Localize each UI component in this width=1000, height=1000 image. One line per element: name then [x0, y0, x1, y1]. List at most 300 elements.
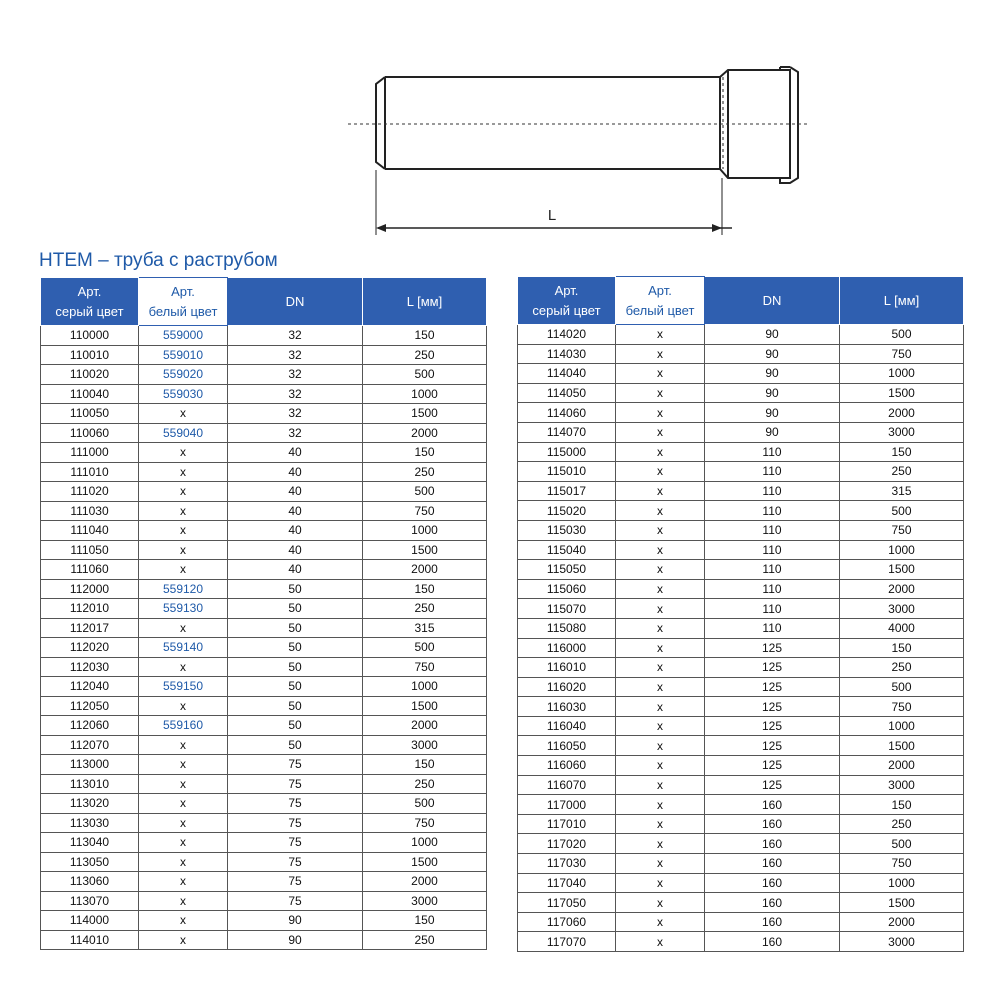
cell-length: 1000	[840, 540, 964, 560]
cell-art-grey: 115030	[518, 520, 616, 540]
header-art-white: Арт. белый цвет	[616, 277, 705, 325]
header-art-grey: Арт. серый цвет	[518, 277, 616, 325]
cell-dn: 40	[228, 501, 363, 521]
table-row	[41, 326, 487, 346]
cell-length: 2000	[840, 403, 964, 423]
table-row	[41, 384, 487, 404]
cell-art-grey: 114060	[518, 403, 616, 423]
cell-art-grey: 110020	[41, 365, 139, 385]
cell-art-white: x	[616, 403, 705, 423]
cell-dn: 90	[705, 422, 840, 442]
cell-length: 315	[840, 481, 964, 501]
pipe-drawing	[340, 60, 820, 245]
table-row	[518, 579, 964, 599]
table-row	[518, 383, 964, 403]
cell-art-white: x	[616, 344, 705, 364]
cell-dn: 110	[705, 501, 840, 521]
cell-length: 250	[363, 930, 487, 950]
cell-art-grey: 114000	[41, 911, 139, 931]
table-row	[41, 774, 487, 794]
table-row	[41, 735, 487, 755]
cell-art-white: x	[616, 893, 705, 913]
table-row	[518, 716, 964, 736]
cell-dn: 75	[228, 813, 363, 833]
cell-art-grey: 112000	[41, 579, 139, 599]
cell-art-grey: 114040	[518, 364, 616, 384]
cell-length: 315	[363, 618, 487, 638]
cell-art-grey: 112020	[41, 638, 139, 658]
cell-length: 1500	[363, 540, 487, 560]
cell-dn: 160	[705, 854, 840, 874]
cell-length: 1500	[363, 852, 487, 872]
cell-dn: 160	[705, 834, 840, 854]
table-row	[518, 795, 964, 815]
table-row	[41, 677, 487, 697]
cell-length: 1000	[840, 716, 964, 736]
cell-length: 150	[840, 442, 964, 462]
cell-art-white: x	[616, 364, 705, 384]
table-row	[41, 755, 487, 775]
header-art-white: Арт. белый цвет	[139, 278, 228, 326]
table-row	[518, 756, 964, 776]
cell-length: 1000	[363, 677, 487, 697]
cell-length: 1000	[363, 384, 487, 404]
table-row	[518, 442, 964, 462]
table-row	[41, 696, 487, 716]
table-row	[41, 560, 487, 580]
table-row	[41, 716, 487, 736]
cell-length: 3000	[840, 932, 964, 952]
cell-art-white: 559030	[139, 384, 228, 404]
cell-art-grey: 111040	[41, 521, 139, 541]
table-row	[518, 893, 964, 913]
table-row	[518, 618, 964, 638]
cell-art-grey: 114030	[518, 344, 616, 364]
cell-length: 2000	[840, 579, 964, 599]
cell-length: 1000	[840, 873, 964, 893]
cell-dn: 125	[705, 716, 840, 736]
cell-art-white: 559160	[139, 716, 228, 736]
cell-length: 150	[363, 755, 487, 775]
cell-art-grey: 116070	[518, 775, 616, 795]
cell-dn: 90	[705, 325, 840, 345]
cell-dn: 40	[228, 482, 363, 502]
cell-dn: 110	[705, 599, 840, 619]
table-header-row	[41, 278, 487, 326]
table-row	[41, 813, 487, 833]
cell-art-white: x	[616, 775, 705, 795]
cell-length: 750	[363, 657, 487, 677]
table-row	[518, 599, 964, 619]
cell-art-white: x	[616, 814, 705, 834]
cell-length: 500	[840, 834, 964, 854]
table-row	[41, 579, 487, 599]
table-row	[518, 403, 964, 423]
cell-length: 1500	[840, 736, 964, 756]
cell-art-grey: 113050	[41, 852, 139, 872]
table-row	[518, 854, 964, 874]
cell-art-grey: 112040	[41, 677, 139, 697]
cell-art-white: x	[139, 852, 228, 872]
cell-length: 150	[363, 911, 487, 931]
cell-length: 250	[840, 658, 964, 678]
cell-art-white: 559020	[139, 365, 228, 385]
cell-dn: 160	[705, 932, 840, 952]
cell-dn: 110	[705, 540, 840, 560]
cell-art-white: x	[139, 813, 228, 833]
cell-art-white: x	[616, 599, 705, 619]
table-row	[518, 501, 964, 521]
table-row	[41, 443, 487, 463]
cell-art-white: x	[139, 501, 228, 521]
table-row	[518, 775, 964, 795]
cell-art-grey: 116000	[518, 638, 616, 658]
cell-length: 2000	[840, 912, 964, 932]
cell-dn: 50	[228, 657, 363, 677]
cell-dn: 50	[228, 638, 363, 658]
table-row	[518, 677, 964, 697]
cell-length: 1500	[840, 383, 964, 403]
cell-length: 750	[840, 520, 964, 540]
cell-art-white: x	[139, 794, 228, 814]
cell-dn: 125	[705, 638, 840, 658]
table-row	[41, 404, 487, 424]
table-row	[518, 325, 964, 345]
cell-dn: 110	[705, 462, 840, 482]
cell-art-grey: 117030	[518, 854, 616, 874]
cell-dn: 110	[705, 579, 840, 599]
cell-dn: 75	[228, 794, 363, 814]
table-row	[41, 872, 487, 892]
cell-dn: 50	[228, 696, 363, 716]
cell-art-grey: 115040	[518, 540, 616, 560]
table-row	[41, 657, 487, 677]
cell-art-white: x	[616, 520, 705, 540]
cell-art-grey: 111020	[41, 482, 139, 502]
cell-length: 250	[363, 774, 487, 794]
cell-dn: 32	[228, 404, 363, 424]
table-row	[518, 540, 964, 560]
cell-dn: 50	[228, 716, 363, 736]
table-row	[518, 481, 964, 501]
table-row	[518, 736, 964, 756]
cell-art-white: x	[616, 873, 705, 893]
cell-length: 250	[363, 599, 487, 619]
cell-art-grey: 115050	[518, 560, 616, 580]
table-row	[41, 794, 487, 814]
cell-dn: 32	[228, 345, 363, 365]
cell-length: 500	[363, 365, 487, 385]
table-row	[41, 618, 487, 638]
cell-art-white: x	[139, 930, 228, 950]
cell-art-white: x	[139, 404, 228, 424]
cell-art-white: x	[139, 774, 228, 794]
cell-art-grey: 117000	[518, 795, 616, 815]
cell-length: 750	[840, 344, 964, 364]
cell-art-grey: 112060	[41, 716, 139, 736]
table-row	[518, 697, 964, 717]
table-row	[41, 852, 487, 872]
cell-art-grey: 115080	[518, 618, 616, 638]
cell-length: 500	[363, 638, 487, 658]
table-header-row	[518, 277, 964, 325]
cell-art-white: x	[616, 442, 705, 462]
cell-art-white: 559150	[139, 677, 228, 697]
header-dn: DN	[705, 277, 840, 325]
cell-art-grey: 116010	[518, 658, 616, 678]
cell-art-grey: 116030	[518, 697, 616, 717]
cell-art-white: x	[616, 422, 705, 442]
cell-art-white: x	[139, 735, 228, 755]
cell-art-grey: 112050	[41, 696, 139, 716]
cell-art-grey: 111060	[41, 560, 139, 580]
cell-dn: 90	[705, 344, 840, 364]
table-row	[518, 560, 964, 580]
cell-art-white: x	[139, 911, 228, 931]
cell-dn: 40	[228, 560, 363, 580]
table-row	[518, 462, 964, 482]
cell-length: 3000	[363, 735, 487, 755]
cell-length: 250	[363, 462, 487, 482]
table-row	[518, 422, 964, 442]
cell-dn: 110	[705, 481, 840, 501]
cell-art-white: x	[616, 834, 705, 854]
cell-length: 500	[840, 501, 964, 521]
cell-length: 3000	[840, 422, 964, 442]
cell-art-grey: 115020	[518, 501, 616, 521]
cell-length: 3000	[840, 599, 964, 619]
cell-dn: 160	[705, 873, 840, 893]
cell-dn: 75	[228, 755, 363, 775]
cell-art-white: x	[616, 618, 705, 638]
cell-art-grey: 115010	[518, 462, 616, 482]
cell-art-white: x	[139, 833, 228, 853]
cell-dn: 160	[705, 893, 840, 913]
cell-length: 750	[363, 501, 487, 521]
table-row	[41, 833, 487, 853]
cell-art-grey: 110000	[41, 326, 139, 346]
cell-dn: 90	[705, 383, 840, 403]
cell-art-white: x	[616, 462, 705, 482]
cell-art-grey: 113030	[41, 813, 139, 833]
cell-art-grey: 115070	[518, 599, 616, 619]
cell-art-white: x	[616, 716, 705, 736]
cell-art-white: x	[616, 736, 705, 756]
cell-dn: 75	[228, 872, 363, 892]
cell-dn: 125	[705, 775, 840, 795]
cell-dn: 32	[228, 326, 363, 346]
cell-art-white: x	[139, 891, 228, 911]
cell-art-white: x	[139, 657, 228, 677]
cell-art-grey: 111030	[41, 501, 139, 521]
table-row	[41, 345, 487, 365]
cell-art-grey: 117050	[518, 893, 616, 913]
cell-art-grey: 110050	[41, 404, 139, 424]
table-row	[41, 462, 487, 482]
header-art-grey: Арт. серый цвет	[41, 278, 139, 326]
cell-art-grey: 111000	[41, 443, 139, 463]
table-row	[518, 834, 964, 854]
cell-length: 1500	[840, 893, 964, 913]
cell-art-white: 559120	[139, 579, 228, 599]
cell-art-white: x	[616, 325, 705, 345]
cell-art-white: 559040	[139, 423, 228, 443]
cell-length: 1500	[840, 560, 964, 580]
cell-dn: 40	[228, 521, 363, 541]
cell-art-white: 559000	[139, 326, 228, 346]
cell-dn: 75	[228, 852, 363, 872]
cell-art-grey: 117070	[518, 932, 616, 952]
cell-art-grey: 114020	[518, 325, 616, 345]
cell-dn: 110	[705, 520, 840, 540]
cell-length: 750	[363, 813, 487, 833]
cell-art-grey: 117010	[518, 814, 616, 834]
cell-art-white: x	[616, 383, 705, 403]
cell-art-grey: 116050	[518, 736, 616, 756]
cell-art-white: x	[616, 579, 705, 599]
cell-art-grey: 111010	[41, 462, 139, 482]
cell-art-white: 559140	[139, 638, 228, 658]
cell-art-grey: 113070	[41, 891, 139, 911]
cell-art-white: x	[139, 540, 228, 560]
cell-length: 150	[363, 326, 487, 346]
cell-art-grey: 115017	[518, 481, 616, 501]
table-row	[41, 423, 487, 443]
cell-art-white: 559130	[139, 599, 228, 619]
table-row	[518, 520, 964, 540]
cell-dn: 40	[228, 443, 363, 463]
cell-length: 1000	[840, 364, 964, 384]
cell-art-grey: 113000	[41, 755, 139, 775]
cell-art-grey: 111050	[41, 540, 139, 560]
cell-dn: 160	[705, 814, 840, 834]
cell-dn: 160	[705, 795, 840, 815]
cell-dn: 75	[228, 891, 363, 911]
cell-dn: 50	[228, 579, 363, 599]
cell-art-grey: 110060	[41, 423, 139, 443]
cell-dn: 90	[705, 364, 840, 384]
table-row	[518, 912, 964, 932]
cell-dn: 125	[705, 736, 840, 756]
cell-length: 150	[363, 443, 487, 463]
cell-dn: 90	[705, 403, 840, 423]
cell-dn: 40	[228, 462, 363, 482]
table-row	[518, 814, 964, 834]
cell-art-white: x	[616, 932, 705, 952]
cell-dn: 125	[705, 756, 840, 776]
page-title: HTEM – труба с раструбом	[39, 250, 278, 271]
header-length: L [мм]	[840, 277, 964, 325]
cell-art-grey: 112070	[41, 735, 139, 755]
table-row	[41, 540, 487, 560]
cell-length: 750	[840, 697, 964, 717]
cell-length: 2000	[363, 560, 487, 580]
table-row	[41, 930, 487, 950]
cell-art-grey: 116020	[518, 677, 616, 697]
cell-dn: 110	[705, 560, 840, 580]
cell-length: 1000	[363, 833, 487, 853]
cell-length: 150	[363, 579, 487, 599]
cell-length: 750	[840, 854, 964, 874]
cell-dn: 160	[705, 912, 840, 932]
cell-art-white: x	[616, 795, 705, 815]
cell-art-white: x	[616, 540, 705, 560]
cell-art-grey: 114070	[518, 422, 616, 442]
table-row	[518, 638, 964, 658]
cell-dn: 50	[228, 618, 363, 638]
cell-art-white: x	[139, 560, 228, 580]
cell-art-white: x	[139, 755, 228, 775]
product-table-right	[517, 276, 964, 952]
cell-art-white: x	[616, 677, 705, 697]
cell-art-grey: 117020	[518, 834, 616, 854]
cell-art-grey: 116060	[518, 756, 616, 776]
header-length: L [мм]	[363, 278, 487, 326]
cell-length: 500	[840, 677, 964, 697]
table-row	[41, 482, 487, 502]
table-row	[41, 501, 487, 521]
cell-length: 3000	[363, 891, 487, 911]
cell-art-white: x	[616, 912, 705, 932]
cell-art-grey: 113020	[41, 794, 139, 814]
cell-length: 2000	[840, 756, 964, 776]
header-dn: DN	[228, 278, 363, 326]
cell-dn: 90	[228, 930, 363, 950]
cell-art-white: x	[139, 618, 228, 638]
cell-art-white: x	[139, 482, 228, 502]
cell-art-grey: 110040	[41, 384, 139, 404]
cell-art-grey: 113040	[41, 833, 139, 853]
cell-dn: 110	[705, 618, 840, 638]
cell-dn: 75	[228, 833, 363, 853]
cell-art-white: x	[139, 443, 228, 463]
table-row	[41, 521, 487, 541]
cell-dn: 32	[228, 384, 363, 404]
table-row	[41, 891, 487, 911]
product-table-left	[40, 277, 487, 950]
table-row	[518, 932, 964, 952]
cell-length: 500	[363, 794, 487, 814]
cell-dn: 32	[228, 365, 363, 385]
cell-art-white: x	[616, 638, 705, 658]
cell-art-white: x	[139, 462, 228, 482]
dimension-label: L	[547, 207, 557, 224]
cell-art-white: x	[616, 658, 705, 678]
cell-art-grey: 115000	[518, 442, 616, 462]
cell-length: 500	[840, 325, 964, 345]
cell-length: 150	[840, 795, 964, 815]
cell-length: 2000	[363, 872, 487, 892]
cell-dn: 50	[228, 677, 363, 697]
cell-length: 2000	[363, 423, 487, 443]
cell-length: 2000	[363, 716, 487, 736]
cell-art-grey: 112010	[41, 599, 139, 619]
cell-art-grey: 112030	[41, 657, 139, 677]
cell-art-white: x	[616, 481, 705, 501]
cell-length: 250	[840, 462, 964, 482]
cell-art-grey: 110010	[41, 345, 139, 365]
table-row	[518, 873, 964, 893]
cell-dn: 90	[228, 911, 363, 931]
cell-length: 250	[840, 814, 964, 834]
cell-length: 250	[363, 345, 487, 365]
cell-art-white: x	[616, 756, 705, 776]
cell-art-grey: 117040	[518, 873, 616, 893]
cell-art-grey: 115060	[518, 579, 616, 599]
cell-art-grey: 112017	[41, 618, 139, 638]
cell-art-white: x	[139, 521, 228, 541]
cell-dn: 125	[705, 697, 840, 717]
